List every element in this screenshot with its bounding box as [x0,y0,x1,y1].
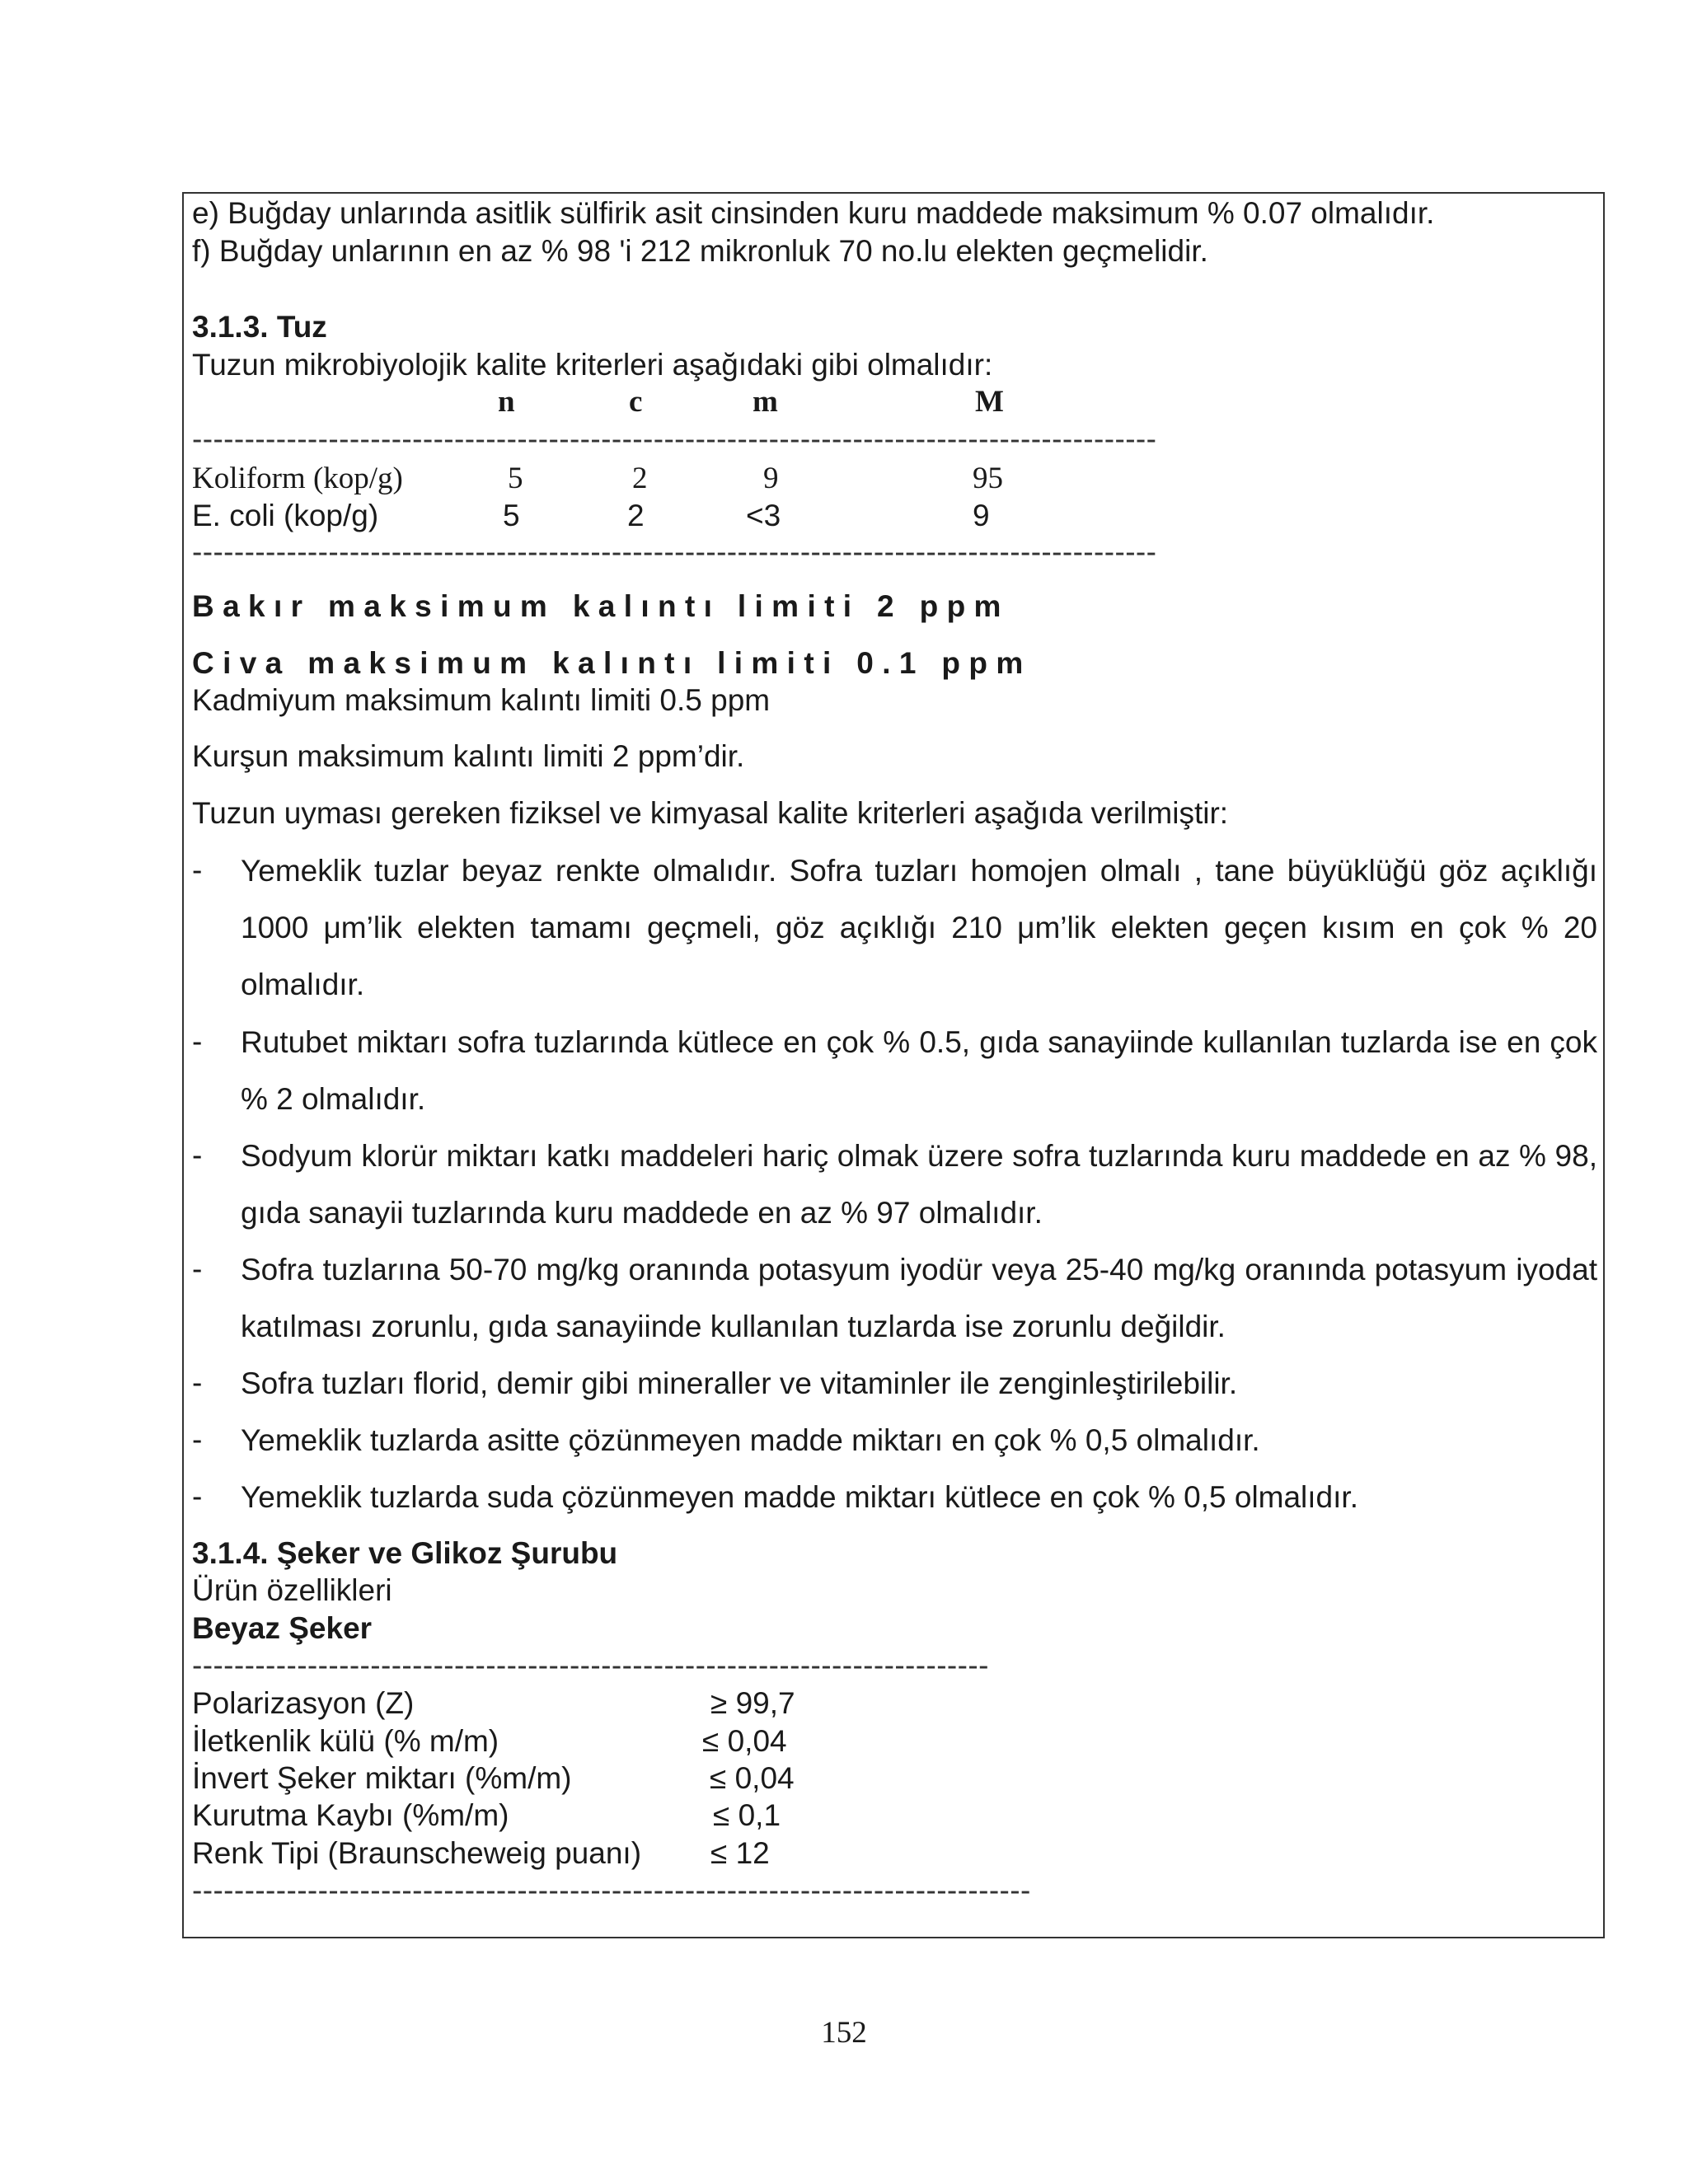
bullet-dash: - [192,1024,203,1058]
table-separator-top: -------------------------------------------------------------------------------------------- [192,422,1157,456]
section-heading-tuz: 3.1.3. Tuz [192,310,327,344]
col-header-c: c [629,385,643,419]
spec-label: İletkenlik külü (% m/m) [192,1724,499,1758]
row-label: E. coli (kop/g) [192,499,379,532]
col-header-M: M [975,385,1004,419]
bullet-text: Yemeklik tuzlarda suda çözünmeyen madde miktarı kütlece en çok % 0,5 olmalıdır. [241,1480,1358,1514]
bullet-text: Sodyum klorür miktarı katkı maddeleri hariç olmak üzere sofra tuzlarında kuru maddede en az % 98, gıda sanayii tuzlarında kuru maddede en az % 97 olmalıdır. [241,1139,1597,1230]
bullet-text: Sofra tuzları florid, demir gibi mineraller ve vitaminler ile zenginleştirilebilir. [241,1366,1238,1400]
bullet-dash: - [192,1138,203,1172]
col-header-m: m [753,385,778,419]
limit-mercury: Civa maksimum kalıntı limiti 0.1 ppm [192,646,1032,680]
intro-line-e: e) Buğday unlarında asitlik sülfirik asit cinsinden kuru maddede maksimum % 0.07 olmalıdır. [192,196,1435,230]
cell-c: 2 [632,462,648,495]
cell-m: 9 [763,462,779,495]
cell-M: 95 [973,462,1003,495]
sugar-table-separator-top: ---------------------------------------------------------------------------- [192,1648,989,1682]
product-features-label: Ürün özellikleri [192,1573,392,1607]
table-separator-bottom: -------------------------------------------------------------------------------------------- [192,535,1157,569]
limit-copper: Bakır maksimum kalıntı limiti 2 ppm [192,589,1010,623]
spec-value: ≤ 0,04 [710,1761,795,1795]
spec-label: Renk Tipi (Braunscheweig puanı) [192,1836,642,1870]
bullet-dash: - [192,1252,203,1286]
row-label: Koliform (kop/g) [192,462,403,495]
cell-m: <3 [746,499,781,532]
cell-n: 5 [508,462,523,495]
limit-lead: Kurşun maksimum kalıntı limiti 2 ppm’dir. [192,739,745,773]
col-header-n: n [498,385,515,419]
tuz-microbiology-intro: Tuzun mikrobiyolojik kalite kriterleri aşağıdaki gibi olmalıdır: [192,348,993,382]
cell-n: 5 [503,499,520,532]
cell-c: 2 [627,499,645,532]
spec-label: Kurutma Kaybı (%m/m) [192,1798,509,1832]
criteria-intro: Tuzun uyması gereken fiziksel ve kimyasal kalite kriterleri aşağıda verilmiştir: [192,796,1229,830]
bullet-text: Rutubet miktarı sofra tuzlarında kütlece en çok % 0.5, gıda sanayiinde kullanılan tuzlarda ise en çok % 2 olmalıdır. [241,1025,1597,1116]
product-name: Beyaz Şeker [192,1611,373,1645]
spec-value: ≤ 0,1 [713,1798,781,1832]
spec-label: İnvert Şeker miktarı (%m/m) [192,1761,572,1795]
section-heading-seker: 3.1.4. Şeker ve Glikoz Şurubu [192,1536,618,1570]
intro-line-f: f) Buğday unlarının en az % 98 'i 212 mikronluk 70 no.lu elekten geçmelidir. [192,234,1208,268]
spec-value: ≤ 0,04 [702,1724,787,1758]
spec-value: ≥ 99,7 [710,1686,795,1720]
bullet-text: Sofra tuzlarına 50-70 mg/kg oranında potasyum iyodür veya 25-40 mg/kg oranında potasyum iyodat katılması zorunlu, gıda sanayiinde kullanılan tuzlarda ise zorunlu değildir. [241,1253,1597,1343]
bullet-dash: - [192,1366,203,1399]
spec-value: ≤ 12 [710,1836,770,1870]
sugar-table-separator-bottom: -------------------------------------------------------------------------------- [192,1873,1031,1907]
bullet-text: Yemeklik tuzlar beyaz renkte olmalıdır. Sofra tuzları homojen olmalı , tane büyüklüğü göz açıklığı 1000 μm’lik elekten tamamı geçmeli, göz açıklığı 210 μm’lik elekten geçen kısım en çok % 20 olmalıdır. [241,854,1597,1001]
bullet-dash: - [192,1422,203,1456]
bullet-text: Yemeklik tuzlarda asitte çözünmeyen madde miktarı en çok % 0,5 olmalıdır. [241,1423,1260,1457]
spec-label: Polarizasyon (Z) [192,1686,415,1720]
page-number: 152 [821,2016,867,2050]
bullet-dash: - [192,853,203,887]
cell-M: 9 [973,499,990,532]
limit-cadmium: Kadmiyum maksimum kalıntı limiti 0.5 ppm [192,683,771,717]
bullet-dash: - [192,1479,203,1513]
